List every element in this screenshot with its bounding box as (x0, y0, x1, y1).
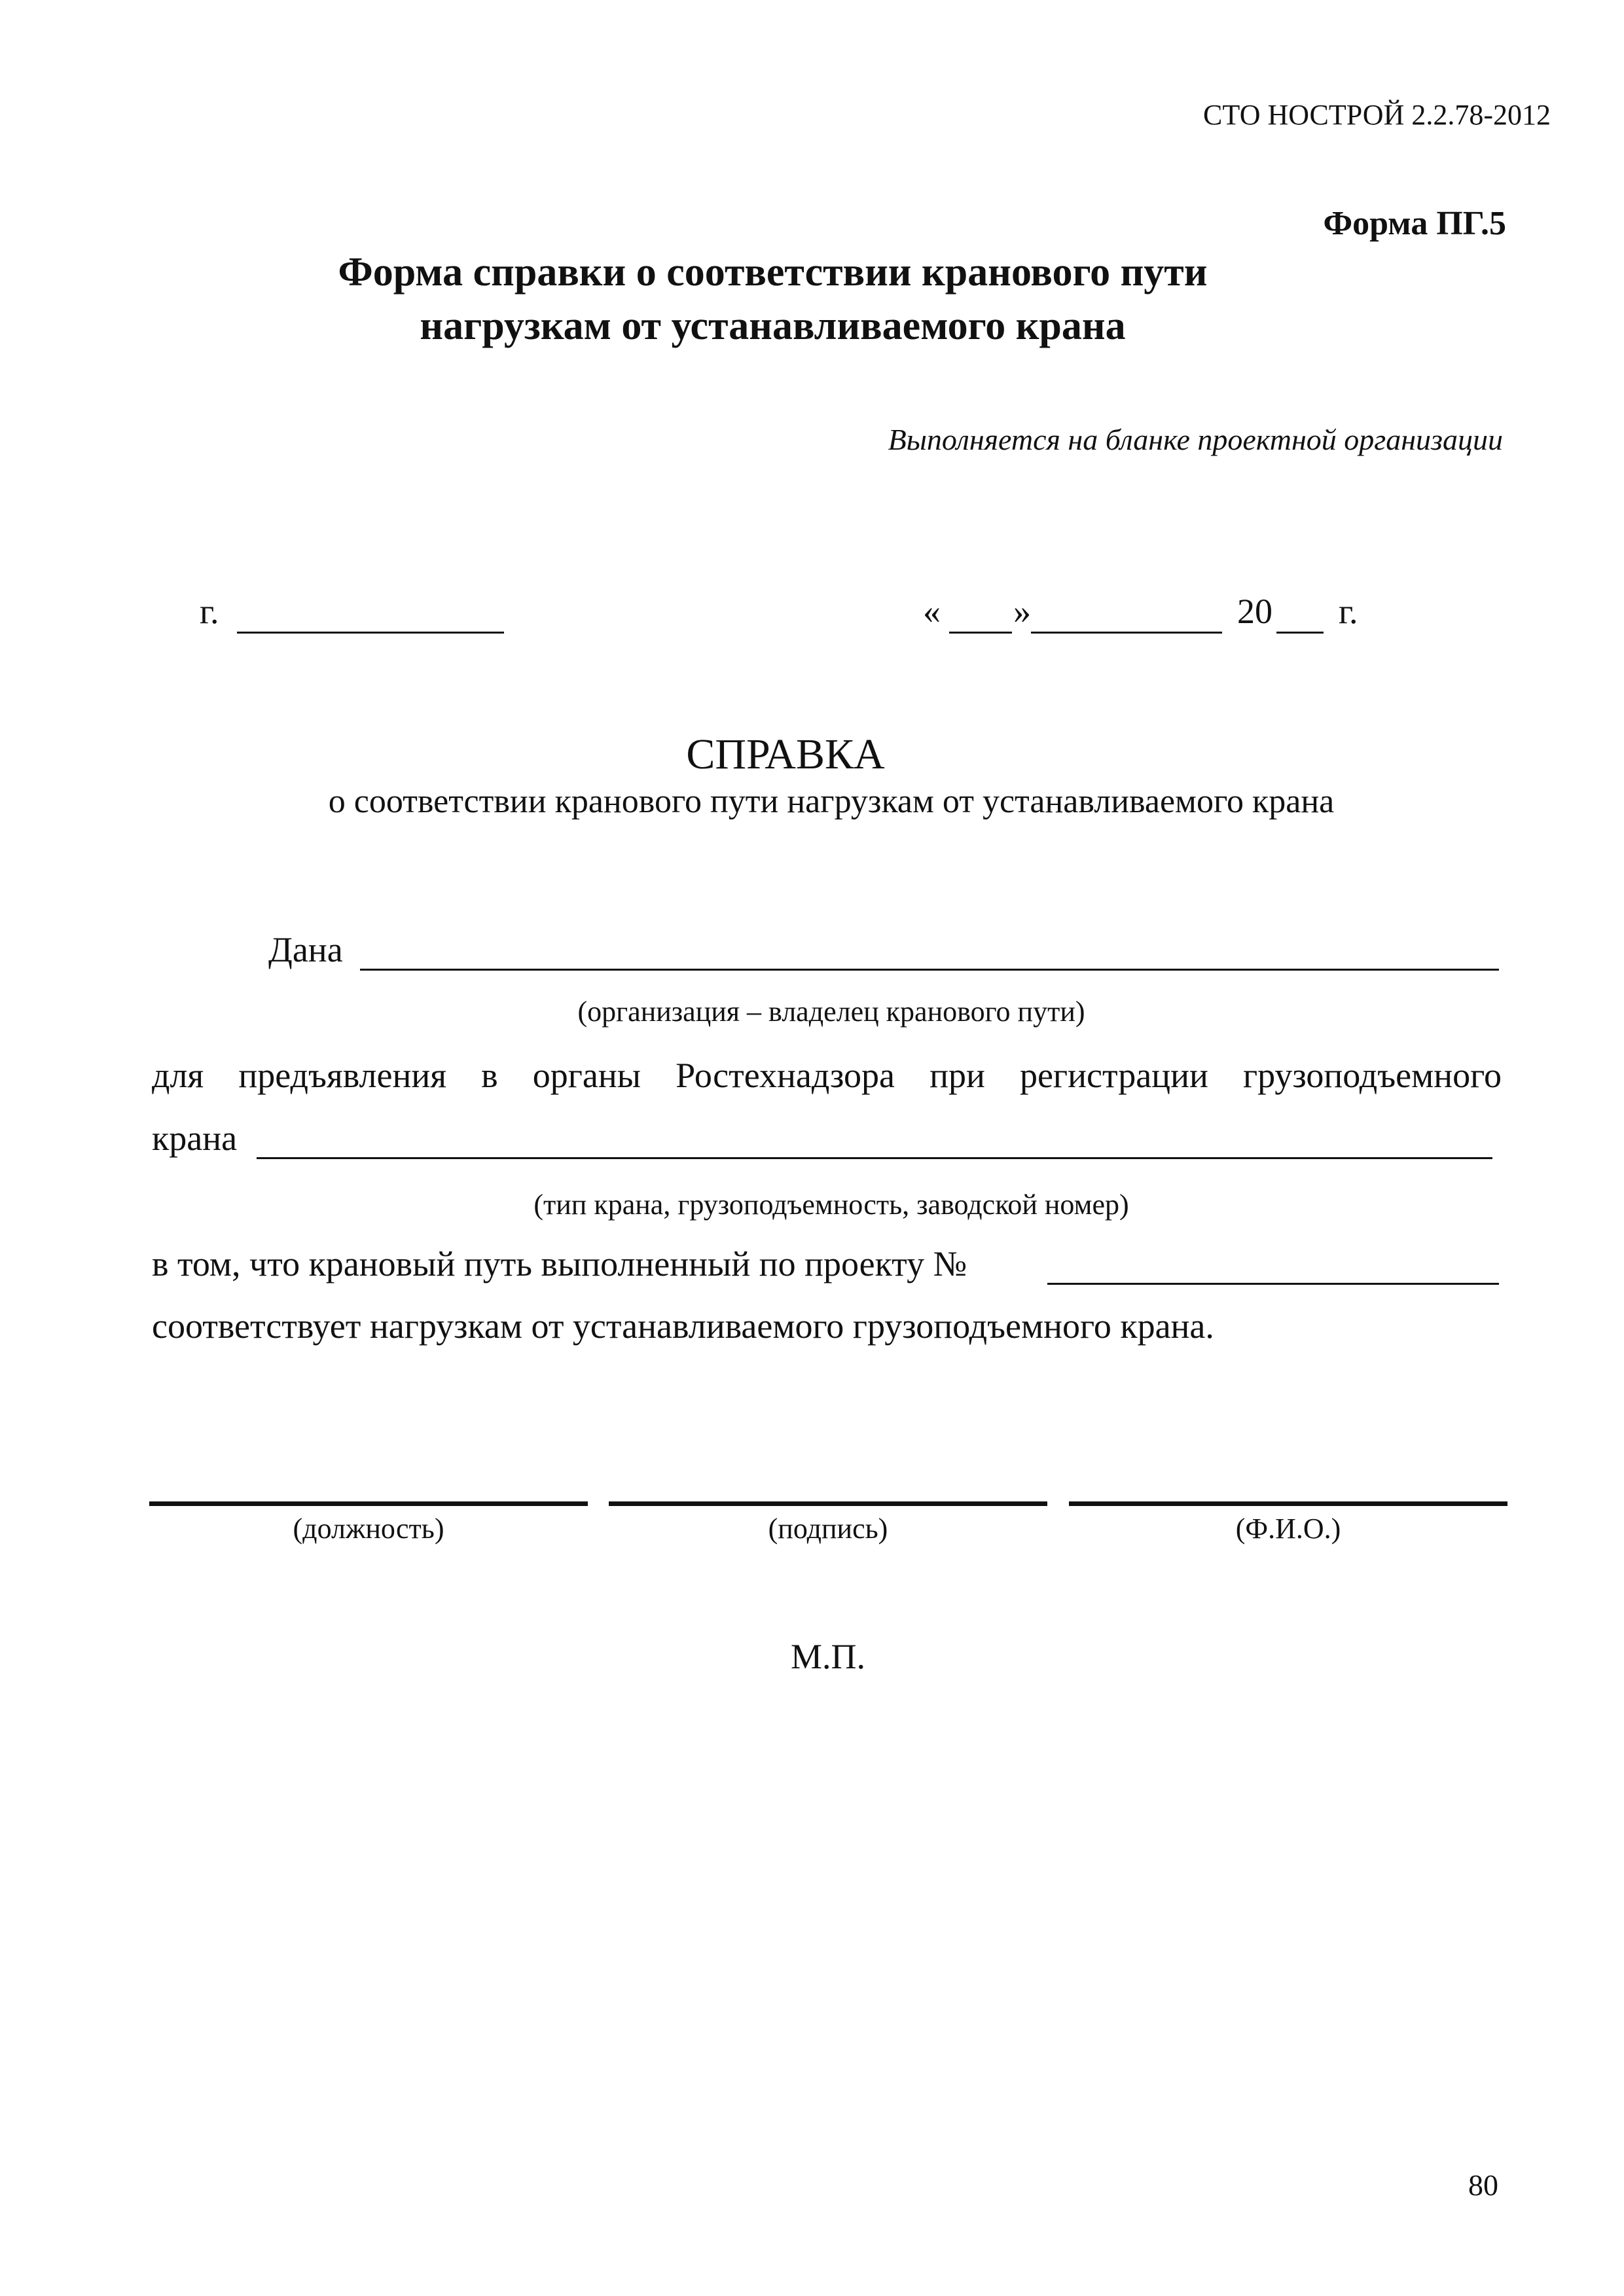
position-caption: (должность) (293, 1513, 444, 1545)
year-blank-line[interactable] (1276, 632, 1324, 634)
given-label: Дана (268, 930, 343, 969)
form-title-line-1: Форма справки о соответствии кранового пути (338, 250, 1208, 295)
date-open-quote: « (923, 592, 941, 631)
month-blank-line[interactable] (1031, 632, 1222, 634)
letterhead-note: Выполняется на бланке проектной организации (888, 423, 1503, 456)
organization-blank-line[interactable] (360, 969, 1499, 971)
purpose-text: для предъявления в органы Ростехнадзора при регистрации грузоподъемного (152, 1056, 1502, 1095)
date-close-quote: » (1013, 592, 1031, 631)
project-number-blank-line[interactable] (1047, 1283, 1499, 1285)
signature-caption: (подпись) (768, 1513, 888, 1545)
page-number: 80 (1468, 2168, 1498, 2202)
year-suffix: г. (1339, 592, 1358, 631)
stamp-placeholder: М.П. (790, 1637, 865, 1676)
day-blank-line[interactable] (949, 632, 1012, 634)
crane-label: крана (152, 1119, 238, 1158)
full-name-signature-line[interactable] (1069, 1501, 1507, 1506)
form-id: Форма ПГ.5 (1323, 205, 1506, 242)
city-prefix: г. (200, 592, 219, 631)
standard-code: СТО НОСТРОЙ 2.2.78-2012 (1203, 99, 1551, 131)
full-name-caption: (Ф.И.О.) (1235, 1513, 1341, 1545)
form-title (0, 245, 1624, 353)
conclusion-text: соответствует нагрузкам от устанавливаемого грузоподъемного крана. (152, 1306, 1214, 1346)
city-blank-line[interactable] (237, 632, 504, 634)
crane-blank-line[interactable] (257, 1157, 1492, 1159)
position-signature-line[interactable] (149, 1501, 588, 1506)
signature-line[interactable] (609, 1501, 1047, 1506)
crane-caption: (тип крана, грузоподъемность, заводской номер) (533, 1189, 1129, 1221)
certificate-heading: СПРАВКА (686, 730, 885, 778)
year-prefix: 20 (1237, 592, 1272, 631)
organization-caption: (организация – владелец кранового пути) (577, 996, 1085, 1028)
certificate-subheading: о соответствии кранового пути нагрузкам от устанавливаемого крана (328, 783, 1335, 820)
form-title-line-2: нагрузкам от устанавливаемого крана (420, 304, 1126, 348)
project-text: в том, что крановый путь выполненный по проекту № (152, 1244, 967, 1283)
